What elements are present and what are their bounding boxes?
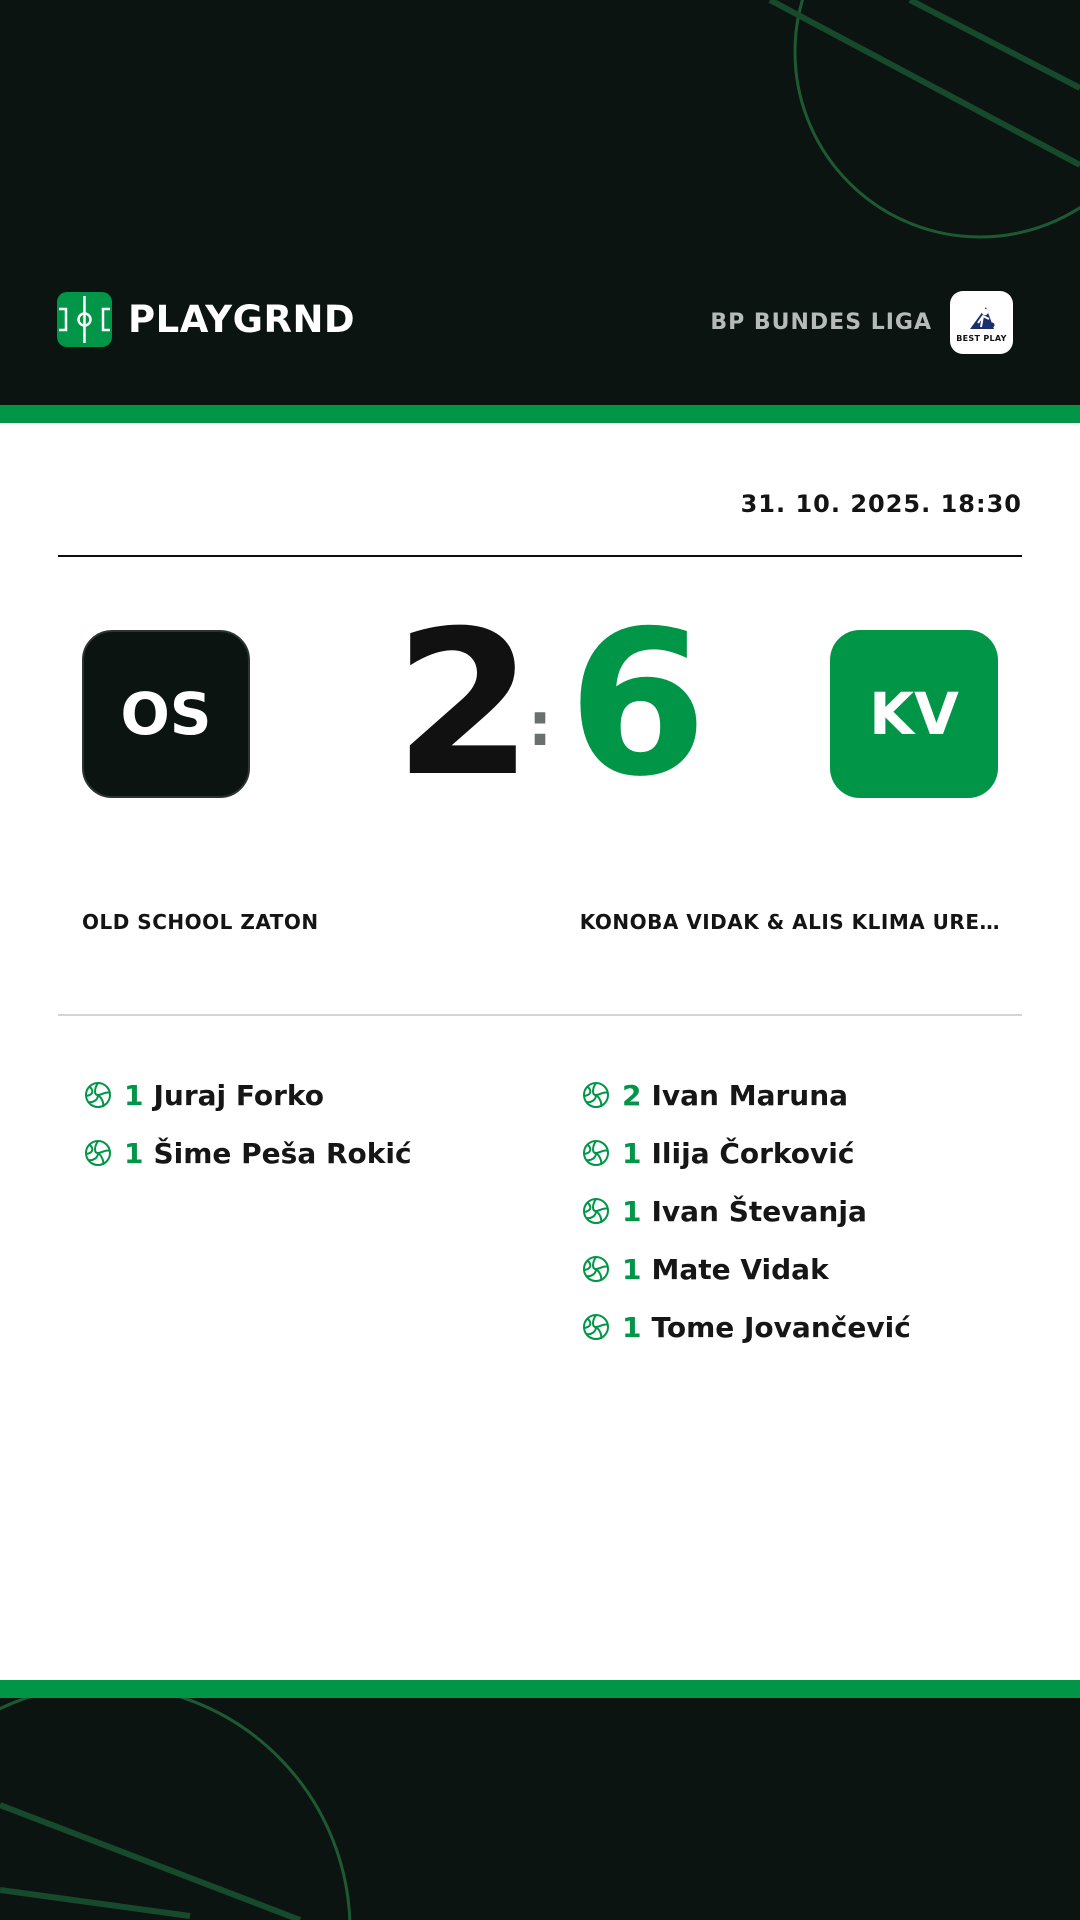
ball-icon bbox=[582, 1197, 610, 1225]
scorer-name: Ilija Čorković bbox=[651, 1136, 855, 1170]
scorer-item bbox=[84, 1124, 412, 1182]
scorer-goals: 1 bbox=[622, 1194, 642, 1228]
scorer-item bbox=[582, 1066, 911, 1124]
ball-icon bbox=[582, 1255, 610, 1283]
scorer-item bbox=[582, 1124, 911, 1182]
league-name: BP BUNDES LIGA bbox=[710, 310, 932, 335]
header-accent-stripe bbox=[0, 405, 1080, 423]
scorer-item bbox=[582, 1240, 911, 1298]
home-scorers-list bbox=[84, 1066, 412, 1182]
brand bbox=[57, 291, 355, 347]
away-team-badge: KV bbox=[830, 630, 998, 798]
football-pitch-icon bbox=[57, 292, 112, 347]
home-score: 2 bbox=[394, 588, 534, 821]
scorer-goals: 1 bbox=[124, 1078, 144, 1112]
pitch-lines-decoration bbox=[0, 1698, 1080, 1920]
footer-accent-stripe bbox=[0, 1680, 1080, 1698]
player-icon bbox=[964, 303, 1000, 333]
away-team-name: KONOBA VIDAK & ALIS KLIMA URE… bbox=[579, 910, 1000, 934]
ball-icon bbox=[84, 1139, 112, 1167]
match-datetime: 31. 10. 2025. 18:30 bbox=[740, 490, 1022, 518]
ball-icon bbox=[582, 1313, 610, 1341]
divider bbox=[58, 555, 1022, 557]
away-scorers-list bbox=[582, 1066, 911, 1356]
scorer-name: Mate Vidak bbox=[651, 1252, 829, 1286]
league-logo-text: BEST PLAY bbox=[956, 333, 1007, 343]
header-banner bbox=[0, 0, 1080, 405]
scorer-item bbox=[582, 1182, 911, 1240]
score-separator: : bbox=[528, 690, 552, 760]
home-team-badge: OS bbox=[82, 630, 250, 798]
ball-icon bbox=[84, 1081, 112, 1109]
scorer-name: Ivan Števanja bbox=[651, 1194, 867, 1228]
scorer-goals: 1 bbox=[622, 1252, 642, 1286]
league bbox=[710, 291, 1013, 354]
league-logo bbox=[950, 291, 1013, 354]
ball-icon bbox=[582, 1139, 610, 1167]
scorer-name: Tome Jovančević bbox=[651, 1310, 911, 1344]
scorer-name: Šime Peša Rokić bbox=[153, 1136, 412, 1170]
home-team-name: OLD SCHOOL ZATON bbox=[82, 910, 319, 934]
scorer-item bbox=[84, 1066, 412, 1124]
away-score: 6 bbox=[568, 588, 708, 821]
scorer-goals: 1 bbox=[124, 1136, 144, 1170]
scorer-name: Ivan Maruna bbox=[651, 1078, 849, 1112]
scorer-goals: 1 bbox=[622, 1310, 642, 1344]
scorer-item bbox=[582, 1298, 911, 1356]
scorer-goals: 2 bbox=[622, 1078, 642, 1112]
scorer-goals: 1 bbox=[622, 1136, 642, 1170]
ball-icon bbox=[582, 1081, 610, 1109]
divider bbox=[58, 1014, 1022, 1016]
brand-name: PLAYGRND bbox=[128, 297, 356, 341]
scorer-name: Juraj Forko bbox=[153, 1078, 325, 1112]
footer-banner bbox=[0, 1698, 1080, 1920]
